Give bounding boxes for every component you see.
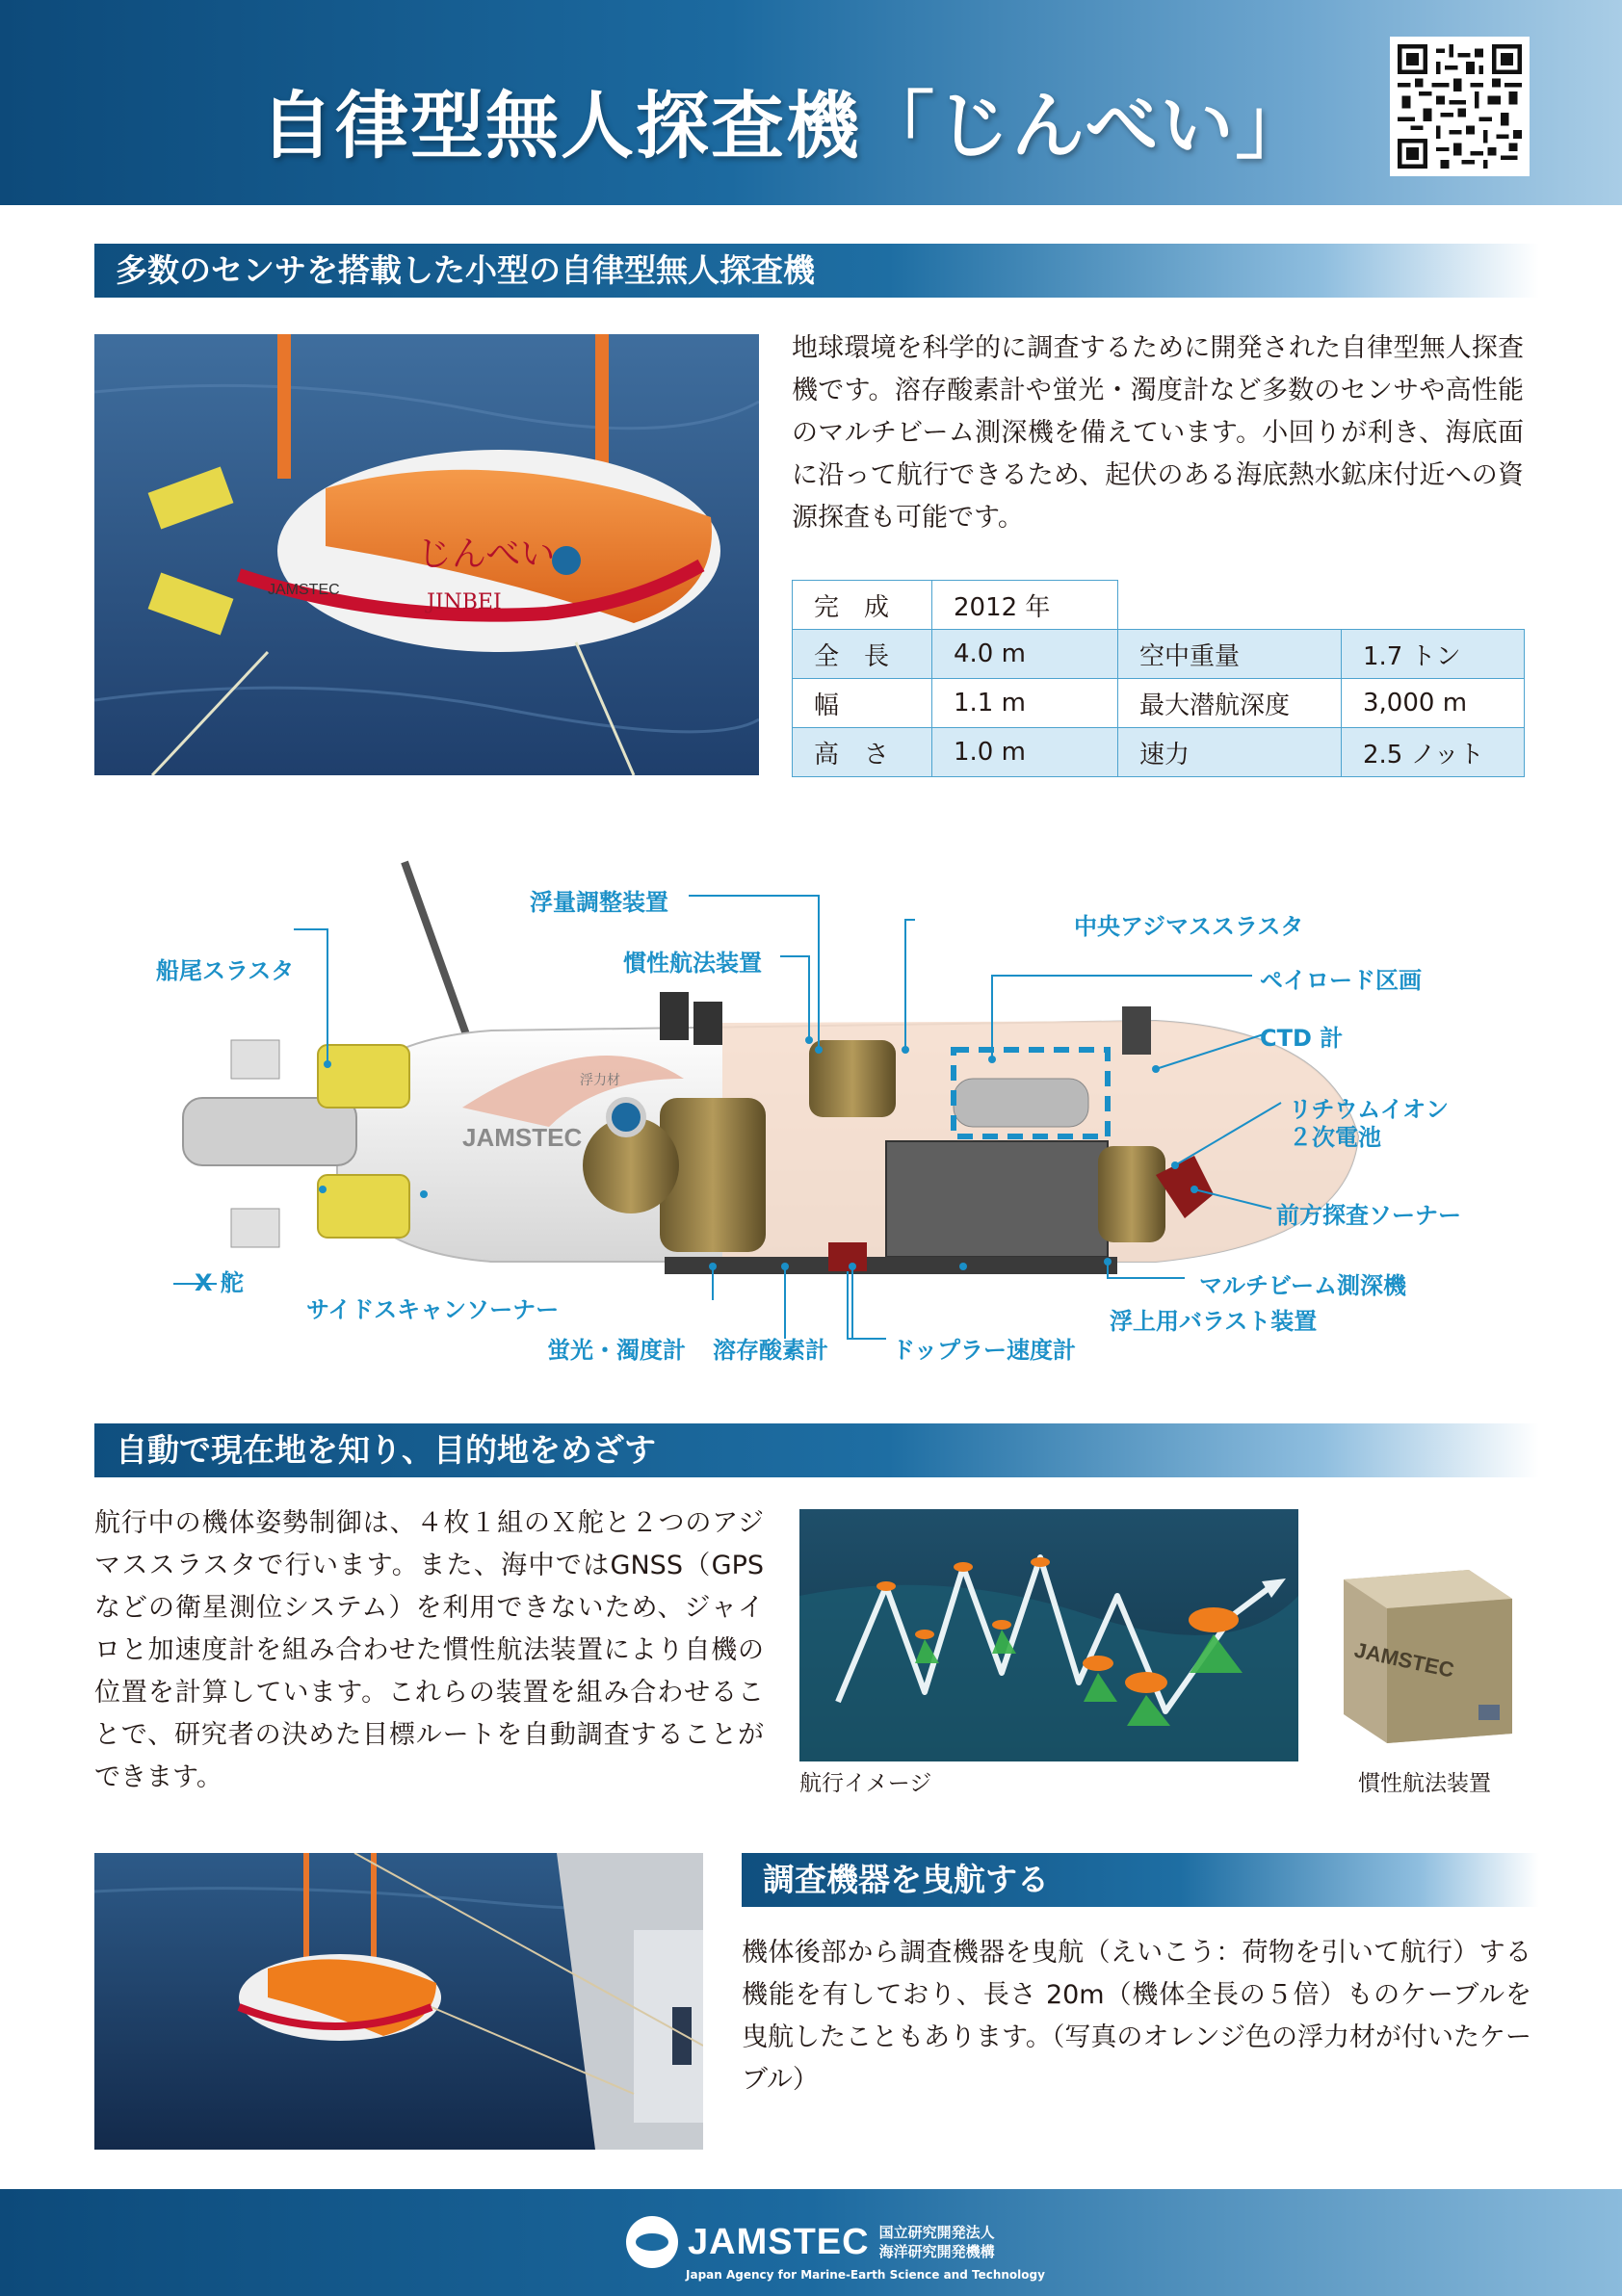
photo-towing <box>94 1853 703 2150</box>
spec-speed-value: 2.5 ノット <box>1342 728 1525 777</box>
label-battery-1: リチウムイオン <box>1289 1096 1450 1123</box>
section-heading-navigation: 自動で現在地を知り、目的地をめざす <box>94 1423 1539 1477</box>
vehicle-cutaway-diagram <box>144 857 1483 1364</box>
diagram-float-tag: 浮力材 <box>580 1073 620 1088</box>
spec-weight-value: 1.7 トン <box>1342 630 1525 679</box>
jamstec-jp-line2: 海洋研究開発機構 <box>878 2243 995 2260</box>
caption-navigation: 航行イメージ <box>799 1771 932 1796</box>
footer <box>0 2189 1622 2296</box>
jamstec-logo[interactable] <box>626 2212 995 2272</box>
jamstec-jp-name <box>879 2223 995 2261</box>
label-forward-sonar: 前方探査ソーナー <box>1276 1202 1461 1229</box>
spec-length-value: 4.0 m <box>932 630 1118 679</box>
spec-completed-label: 完 成 <box>793 581 932 630</box>
jamstec-en-name: Japan Agency for Marine-Earth Science and Technology <box>686 2268 1045 2282</box>
caption-ins: 慣性航法装置 <box>1358 1771 1491 1796</box>
jamstec-wave-icon <box>626 2216 678 2268</box>
label-oxygen: 溶存酸素計 <box>713 1337 828 1364</box>
spec-completed-value: 2012 年 <box>932 581 1118 630</box>
navigation-description: 航行中の機体姿勢制御は、４枚１組のＸ舵と２つのアジマススラスタで行います。また、海中ではGNSS（GPS などの衛星測位システム）を利用できないため、ジャイロと加速度計を組み合わせた慣性航法装置により自機の位置を計算しています。これらの装置を組み合わせることで、研究者の決めた目標ルートを自動調査することができます。 <box>94 1508 764 1792</box>
towing-description: 機体後部から調査機器を曳航（えいこう：荷物を引いて航行）する機能を有しており、長さ 20m（機体全長の５倍）ものケーブルを曳航したこともあります。（写真のオレンジ色の浮力材が付いたケーブル） <box>742 1938 1531 2095</box>
qr-code-icon[interactable] <box>1390 37 1530 176</box>
jamstec-jp-line1: 国立研究開発法人 <box>878 2224 995 2241</box>
label-battery-2: ２次電池 <box>1289 1124 1381 1151</box>
section-heading-overview: 多数のセンサを搭載した小型の自律型無人探査機 <box>94 244 1539 298</box>
label-inertial-nav: 慣性航法装置 <box>623 950 762 977</box>
label-x-rudder: X 舵 <box>195 1269 244 1296</box>
spec-height-label: 高 さ <box>793 728 932 777</box>
photo-hull-text: じんべい <box>417 535 556 574</box>
spec-length-label: 全 長 <box>793 630 932 679</box>
label-buoyancy-adjuster: 浮量調整装置 <box>530 889 668 916</box>
photo-jinbei-lifted <box>94 334 759 775</box>
page-title: 自律型無人探査機「じんべい」 <box>260 83 1311 169</box>
spec-table <box>792 580 1525 777</box>
spec-depth-label: 最大潜航深度 <box>1118 679 1342 728</box>
label-stern-thruster: 船尾スラスタ <box>156 957 295 984</box>
spec-width-label: 幅 <box>793 679 932 728</box>
label-multibeam: マルチビーム測深機 <box>1199 1272 1407 1299</box>
spec-height-value: 1.0 m <box>932 728 1118 777</box>
spec-width-value: 1.1 m <box>932 679 1118 728</box>
diagram-hull-brand: JAMSTEC <box>462 1123 583 1152</box>
photo-hull-brand: JAMSTEC <box>268 582 340 598</box>
label-payload: ペイロード区画 <box>1260 967 1422 994</box>
photo-hull-text-en: JINBEI <box>427 590 502 614</box>
spec-depth-value: 3,000 m <box>1342 679 1525 728</box>
label-doppler: ドップラー速度計 <box>892 1337 1077 1364</box>
section-heading-towing: 調査機器を曳航する <box>742 1853 1539 1907</box>
overview-description: 地球環境を科学的に調査するために開発された自律型無人探査機です。溶存酸素計や蛍光・濁度計など多数のセンサや高性能のマルチビーム測深機を備えています。小回りが利き、海底面に沿って航行できるため、起伏のある海底熱水鉱床付近への資源探査も可能です。 <box>792 333 1524 533</box>
spec-weight-label: 空中重量 <box>1118 630 1342 679</box>
label-fluorescence: 蛍光・濁度計 <box>547 1337 686 1364</box>
jamstec-wordmark: JAMSTEC <box>688 2221 870 2262</box>
navigation-image <box>799 1509 1298 1761</box>
label-ballast: 浮上用バラスト装置 <box>1110 1308 1318 1335</box>
ins-device-brand: JAMSTEC <box>1351 1637 1456 1683</box>
label-ctd: CTD 計 <box>1260 1025 1344 1052</box>
header-banner <box>0 0 1622 205</box>
ins-device-photo <box>1324 1541 1527 1753</box>
label-central-thruster: 中央アジマススラスタ <box>1074 913 1304 940</box>
label-side-scan: サイドスキャンソーナー <box>306 1296 560 1323</box>
spec-speed-label: 速力 <box>1118 728 1342 777</box>
